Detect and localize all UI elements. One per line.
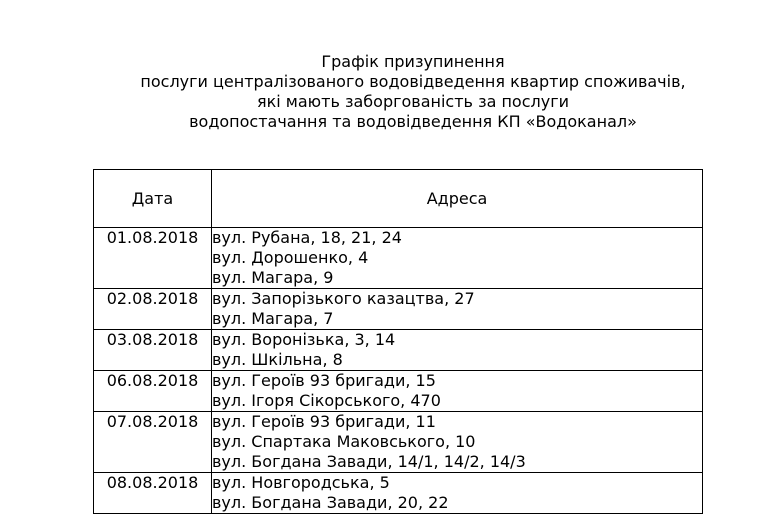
address-cell — [212, 473, 703, 514]
address-line: вул. Магара, 7 — [212, 309, 334, 328]
address-line: вул. Героїв 93 бригади, 11 — [212, 412, 436, 431]
address-line: вул. Запорізького казацтва, 27 — [212, 289, 475, 308]
table-header-row — [94, 170, 703, 228]
table-row — [94, 473, 703, 514]
address-cell — [212, 330, 703, 371]
address-line: вул. Героїв 93 бригади, 15 — [212, 371, 436, 390]
address-cell — [212, 412, 703, 473]
address-column-header: Адреса — [212, 170, 703, 228]
address-cell — [212, 371, 703, 412]
schedule-table — [93, 169, 703, 514]
table-row — [94, 330, 703, 371]
address-cell — [212, 289, 703, 330]
date-cell: 08.08.2018 — [94, 473, 212, 514]
address-line: вул. Дорошенко, 4 — [212, 248, 369, 267]
address-line: вул. Новгородська, 5 — [212, 473, 390, 492]
date-column-header: Дата — [94, 170, 212, 228]
table-row — [94, 412, 703, 473]
address-cell — [212, 228, 703, 289]
table-row — [94, 228, 703, 289]
address-line: вул. Богдана Завади, 14/1, 14/2, 14/3 — [212, 452, 526, 471]
date-cell: 02.08.2018 — [94, 289, 212, 330]
address-line: вул. Шкільна, 8 — [212, 350, 343, 369]
document-heading — [0, 52, 763, 132]
address-line: вул. Воронізька, 3, 14 — [212, 330, 396, 349]
date-cell: 07.08.2018 — [94, 412, 212, 473]
address-line: вул. Ігоря Сікорського, 470 — [212, 391, 441, 410]
table-row — [94, 289, 703, 330]
date-cell: 03.08.2018 — [94, 330, 212, 371]
heading-line-1: Графік призупинення — [321, 52, 505, 71]
address-line: вул. Магара, 9 — [212, 268, 334, 287]
address-line: вул. Спартака Маковського, 10 — [212, 432, 476, 451]
heading-line-3: які мають заборгованість за послуги — [256, 92, 570, 111]
date-cell: 06.08.2018 — [94, 371, 212, 412]
table-row — [94, 371, 703, 412]
heading-line-2: послуги централізованого водовідведення квартир споживачів, — [140, 72, 686, 91]
address-line: вул. Богдана Завади, 20, 22 — [212, 493, 449, 512]
date-cell: 01.08.2018 — [94, 228, 212, 289]
address-line: вул. Рубана, 18, 21, 24 — [212, 228, 402, 247]
heading-line-4: водопостачання та водовідведення КП «Водоканал» — [189, 112, 637, 131]
